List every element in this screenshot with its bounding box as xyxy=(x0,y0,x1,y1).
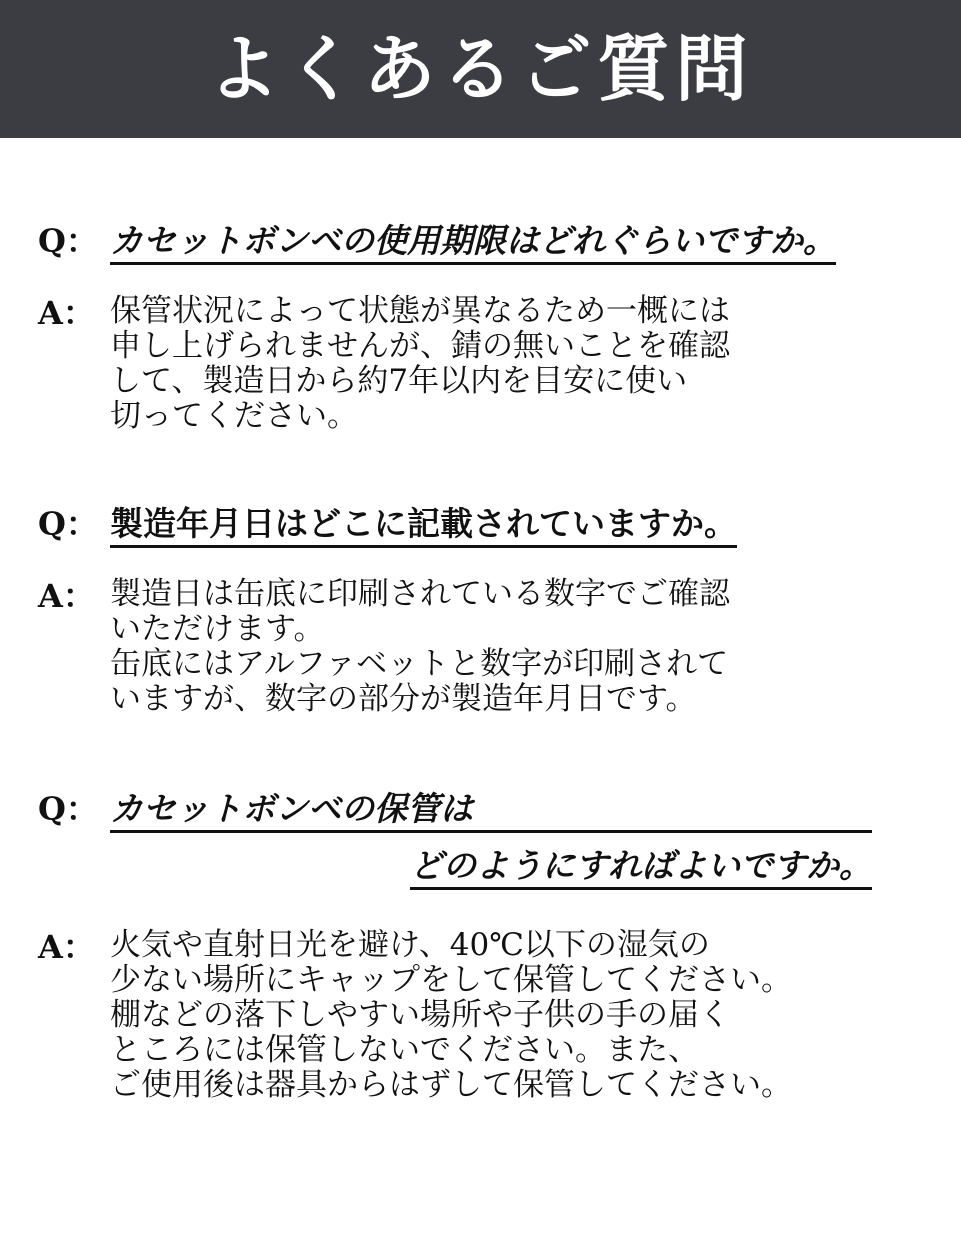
question-text xyxy=(110,790,872,890)
question-line: カセットボンベの使用期限はどれぐらいですか。 xyxy=(110,222,836,265)
question-line: カセットボンベの保管は xyxy=(110,790,872,833)
answer-line: 保管状況によって状態が異なるため一概には xyxy=(110,293,730,329)
answer-line: いますが、数字の部分が製造年月日です。 xyxy=(110,681,697,717)
answer-line: して、製造日から約7年以内を目安に使い xyxy=(110,363,688,399)
question-row xyxy=(38,505,938,548)
answer-text xyxy=(110,294,730,434)
header-banner xyxy=(0,0,961,138)
answer-line: 製造日は缶底に印刷されている数字でご確認 xyxy=(110,576,730,612)
answer-row xyxy=(38,928,938,1103)
question-line: どのようにすればよいですか。 xyxy=(410,847,872,890)
answer-text xyxy=(110,577,730,717)
question-row xyxy=(38,222,938,265)
question-marker: Q： xyxy=(38,222,98,260)
question-row xyxy=(38,790,938,890)
answer-text xyxy=(110,928,792,1103)
question-text xyxy=(110,505,737,548)
faq-item xyxy=(38,790,938,1103)
answer-row xyxy=(38,577,938,717)
question-marker: Q： xyxy=(38,790,98,828)
answer-line: 缶底にはアルファベットと数字が印刷されて xyxy=(110,646,729,682)
answer-marker: A： xyxy=(38,928,95,966)
answer-row xyxy=(38,294,938,434)
answer-marker: A： xyxy=(38,577,95,615)
answer-line: ご使用後は器具からはずして保管してください。 xyxy=(110,1067,792,1103)
answer-line: 申し上げられませんが、錆の無いことを確認 xyxy=(110,328,730,364)
answer-line: いただけます。 xyxy=(110,611,325,647)
answer-line: 棚などの落下しやすい場所や子供の手の届く xyxy=(110,997,730,1033)
answer-line: 少ない場所にキャップをして保管してください。 xyxy=(110,962,792,998)
answer-line: ところには保管しないでください。また、 xyxy=(110,1032,699,1068)
answer-line: 切ってください。 xyxy=(110,398,358,434)
answer-marker: A： xyxy=(38,294,95,332)
faq-item xyxy=(38,505,938,717)
question-text xyxy=(110,222,836,265)
question-marker: Q： xyxy=(38,505,98,543)
faq-item xyxy=(38,222,938,434)
question-line: 製造年月日はどこに記載されていますか。 xyxy=(110,505,737,548)
page-title: よくあるご質問 xyxy=(207,26,754,111)
answer-line: 火気や直射日光を避け、40℃以下の湿気の xyxy=(110,927,710,963)
